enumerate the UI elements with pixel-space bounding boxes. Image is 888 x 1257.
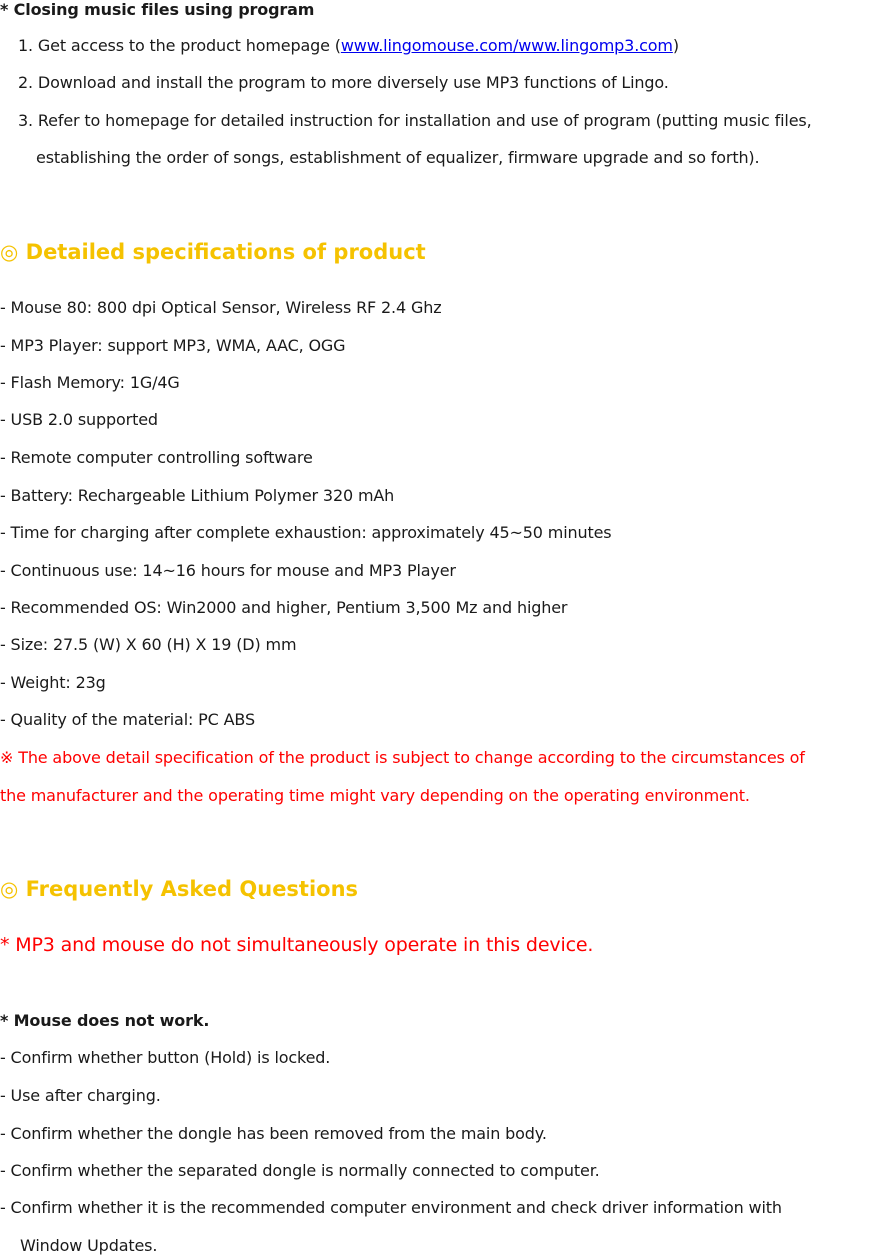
faq-answer-item: - Use after charging. xyxy=(0,1086,161,1105)
faq-answer-item-last-line-1: - Confirm whether it is the recommended computer environment and check driver information with xyxy=(0,1198,782,1217)
specs-heading: ◎ Detailed specifications of product xyxy=(0,240,426,264)
closing-step-1 xyxy=(18,36,679,56)
faq-answer-item: - Confirm whether the separated dongle is normally connected to computer. xyxy=(0,1161,600,1180)
spec-item: - Recommended OS: Win2000 and higher, Pentium 3,500 Mz and higher xyxy=(0,598,568,617)
faq-question-title: * Mouse does not work. xyxy=(0,1011,210,1030)
closing-step-2: 2. Download and install the program to more diversely use MP3 functions of Lingo. xyxy=(18,73,669,92)
spec-item: - Size: 27.5 (W) X 60 (H) X 19 (D) mm xyxy=(0,635,297,654)
closing-title: * Closing music files using program xyxy=(0,0,315,19)
spec-item: - Quality of the material: PC ABS xyxy=(0,710,255,729)
closing-step-3-line-2: establishing the order of songs, establishment of equalizer, firmware upgrade and so forth). xyxy=(36,148,760,167)
spec-item: - Flash Memory: 1G/4G xyxy=(0,373,180,392)
closing-step-3-line-1: 3. Refer to homepage for detailed instruction for installation and use of program (putting music files, xyxy=(18,111,812,130)
spec-item: - Remote computer controlling software xyxy=(0,448,313,467)
spec-note-line-1: ※ The above detail specification of the product is subject to change according to the circumstances of xyxy=(0,748,805,767)
spec-item: - Time for charging after complete exhaustion: approximately 45~50 minutes xyxy=(0,523,612,542)
spec-item: - Mouse 80: 800 dpi Optical Sensor, Wireless RF 2.4 Ghz xyxy=(0,298,442,317)
spec-item: - USB 2.0 supported xyxy=(0,410,158,429)
spec-item: - MP3 Player: support MP3, WMA, AAC, OGG xyxy=(0,336,346,355)
step-1-suffix: ) xyxy=(672,36,679,55)
spec-item: - Battery: Rechargeable Lithium Polymer 320 mAh xyxy=(0,486,395,505)
faq-answer-item-last-line-2: Window Updates. xyxy=(20,1236,158,1255)
faq-notice: * MP3 and mouse do not simultaneously operate in this device. xyxy=(0,934,594,956)
faq-answer-item: - Confirm whether the dongle has been removed from the main body. xyxy=(0,1124,547,1143)
spec-item: - Weight: 23g xyxy=(0,673,106,692)
spec-note-line-2: the manufacturer and the operating time might vary depending on the operating environment. xyxy=(0,786,750,805)
spec-item: - Continuous use: 14~16 hours for mouse and MP3 Player xyxy=(0,561,456,580)
homepage-link[interactable]: www.lingomouse.com/www.lingomp3.com xyxy=(340,36,673,55)
faq-heading: ◎ Frequently Asked Questions xyxy=(0,877,359,901)
step-1-prefix: 1. Get access to the product homepage ( xyxy=(18,36,341,55)
faq-answer-item: - Confirm whether button (Hold) is locked. xyxy=(0,1048,331,1067)
